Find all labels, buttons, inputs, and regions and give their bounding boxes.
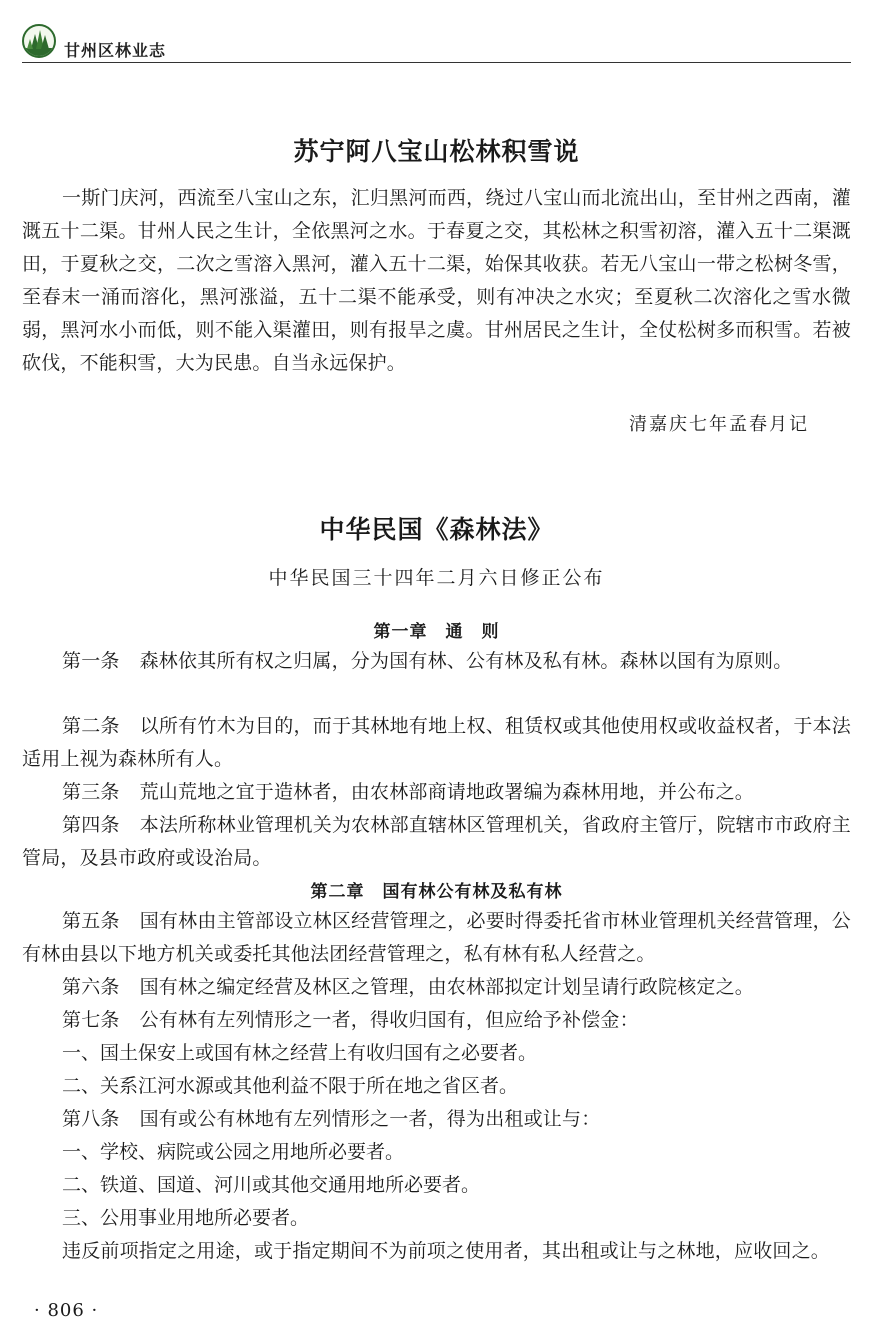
article-5-text: 国有林由主管部设立林区经营管理之，必要时得委托省市林业管理机关经营管理，公有林由县以下地方机关或委托其他法团经营管理之，私有林有私人经营之。 xyxy=(22,910,851,965)
article-8-item-2: 二、铁道、国道、河川或其他交通用地所必要者。 xyxy=(62,1174,481,1196)
article-7-label: 第七条 xyxy=(62,1009,120,1031)
article-5 xyxy=(22,905,851,971)
article-4 xyxy=(22,809,851,875)
article-4-label: 第四条 xyxy=(62,814,120,836)
article-8-item-1: 一、学校、病院或公园之用地所必要者。 xyxy=(62,1141,405,1163)
article-1 xyxy=(22,645,851,678)
article-2 xyxy=(22,710,851,776)
promulgation-date: 中华民国三十四年二月六日修正公布 xyxy=(268,567,605,589)
chapter-1-number: 第一章 xyxy=(373,622,428,642)
article-7-text: 公有林有左列情形之一者，得收归国有，但应给予补偿金： xyxy=(139,1009,639,1031)
article-8-label: 第八条 xyxy=(62,1108,120,1130)
article-7-item-2: 二、关系江河水源或其他利益不限于所在地之省区者。 xyxy=(62,1075,519,1097)
article-8-text: 国有或公有林地有左列情形之一者，得为出租或让与： xyxy=(139,1108,601,1130)
article-2-label: 第二条 xyxy=(62,715,120,737)
article-2-text: 以所有竹木为目的，而于其林地有地上权、租赁权或其他使用权或收益权者，于本法适用上视为森林所有人。 xyxy=(22,715,851,770)
forest-logo-icon xyxy=(22,24,56,58)
running-header xyxy=(22,24,851,63)
chapter-1-title-b: 则 xyxy=(481,622,500,642)
article-6-label: 第六条 xyxy=(62,976,120,998)
article-7-item-1: 一、国土保安上或国有林之经营上有收归国有之必要者。 xyxy=(62,1042,538,1064)
book-title: 甘州区林业志 xyxy=(64,41,167,60)
chapter-1-title-a: 通 xyxy=(445,622,464,642)
article-3-text: 荒山荒地之宜于造林者，由农林部商请地政署编为森林用地，并公布之。 xyxy=(139,781,755,803)
article-1-text: 森林依其所有权之归属，分为国有林、公有林及私有林。森林以国有为原则。 xyxy=(139,650,793,672)
article-1-label: 第一条 xyxy=(62,650,120,672)
chapter-1-heading xyxy=(22,617,851,642)
article-4-text: 本法所称林业管理机关为农林部直辖林区管理机关，省政府主管厅，院辖市市政府主管局，及县市政府或设治局。 xyxy=(22,814,851,869)
article-6-text: 国有林之编定经营及林区之管理，由农林部拟定计划呈请行政院核定之。 xyxy=(139,976,755,998)
article-6 xyxy=(22,971,851,1004)
songlin-paragraph: 一斯门庆河，西流至八宝山之东，汇归黑河而西，绕过八宝山而北流出山，至甘州之西南，灌溉五十二渠。甘州人民之生计，全依黑河之水。于春夏之交，其松林之积雪初溶，灌入五十二渠溉田，于夏秋之交，二次之雪溶入黑河，灌入五十二渠，始保其收获。若无八宝山一带之松树冬雪，至春末一涌而溶化，黑河涨溢，五十二渠不能承受，则有冲决之水灾；至夏秋二次溶化之雪水微弱，黑河水小而低，则不能入渠灌田，则有报旱之虞。甘州居民之生计，全仗松树多而积雪。若被砍伐，不能积雪，大为民患。自当永远保护。 xyxy=(22,187,851,374)
chapter-2-number: 第二章 xyxy=(310,882,365,902)
chapter-2-heading xyxy=(22,877,851,902)
section-title-songlin: 苏宁阿八宝山松林积雪说 xyxy=(293,137,580,166)
page-number: · 806 · xyxy=(34,1300,99,1321)
article-8-item-3: 三、公用事业用地所必要者。 xyxy=(62,1207,310,1229)
section-title-forest-law: 中华民国《森林法》 xyxy=(319,515,554,544)
chapter-2-title: 国有林公有林及私有林 xyxy=(382,882,563,902)
article-7 xyxy=(22,1004,851,1037)
article-8 xyxy=(22,1103,851,1136)
signature-line: 清嘉庆七年孟春月记 xyxy=(629,414,809,435)
article-3-label: 第三条 xyxy=(62,781,120,803)
article-5-label: 第五条 xyxy=(62,910,120,932)
closing-paragraph: 违反前项指定之用途，或于指定期间不为前项之使用者，其出租或让与之林地，应收回之。 xyxy=(62,1240,831,1262)
article-3 xyxy=(22,776,851,809)
